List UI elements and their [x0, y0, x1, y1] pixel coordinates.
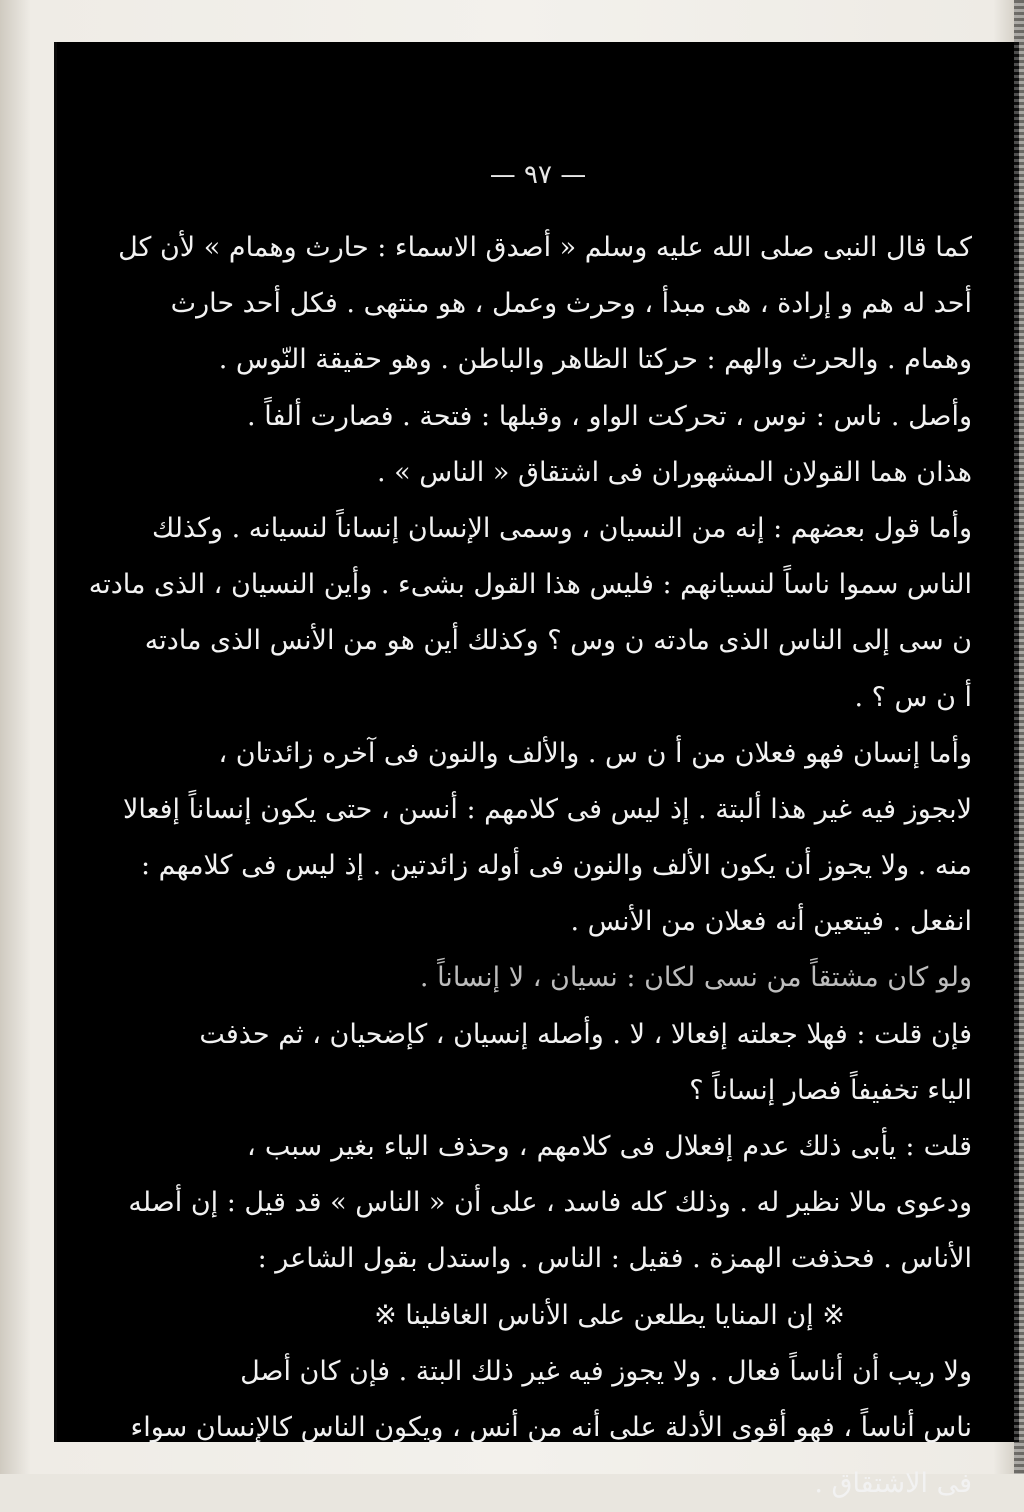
verse-line: ※ إن المنايا يطلعن على الأناس الغافلينا ※ [374, 1299, 845, 1331]
text-line: فى الاشتقاق . [814, 1468, 972, 1500]
page-number-dash-right: — [560, 160, 587, 190]
text-line: أ ن س ؟ . [854, 681, 972, 713]
body-text [88, 220, 972, 1512]
page-number-dash-left: — [489, 160, 516, 190]
text-line: وأصل . ناس : نوس ، تحركت الواو ، وقبلها : فتحة . فصارت ألفاً . [247, 400, 972, 432]
text-line: أحد له هم و إرادة ، هى مبدأ ، وحرث وعمل ، هو منتهى . فكل أحد حارث [170, 288, 972, 320]
text-line: ولو كان مشتقاً من نسى لكان : نسيان ، لا إنساناً . [419, 962, 972, 994]
text-line: الأناس . فحذفت الهمزة . فقيل : الناس . واستدل بقول الشاعر : [257, 1243, 972, 1275]
text-line: الناس سموا ناساً لنسيانهم : فليس هذا القول بشىء . وأين النسيان ، الذى مادته [88, 569, 972, 601]
page-number [57, 160, 1019, 190]
scan-edge-noise [1014, 0, 1024, 1474]
text-line: قلت : يأبى ذلك عدم إفعلال فى كلامهم ، وحذف الياء بغير سبب ، [247, 1131, 972, 1162]
text-line: الياء تخفيفاً فصار إنساناً ؟ [689, 1074, 972, 1106]
text-line: لابجوز فيه غير هذا ألبتة . إذ ليس فى كلامهم : أنسن ، حتى يكون إنساناً إفعالا [122, 793, 972, 825]
text-line: ناس أناساً ، فهو أقوى الأدلة على أنه من أنس ، ويكون الناس كالإنسان سواء [130, 1411, 972, 1443]
text-line: ولا ريب أن أناساً فعال . ولا يجوز فيه غير ذلك البتة . فإن كان أصل [240, 1355, 972, 1387]
page-number-value: ٩٧ [524, 160, 552, 190]
text-line: انفعل . فيتعين أنه فعلان من الأنس . [570, 906, 972, 938]
text-line: وأما قول بعضهم : إنه من النسيان ، وسمى الإنسان إنساناً لنسيانه . وكذلك [152, 512, 972, 544]
text-line: وأما إنسان فهو فعلان من أ ن س . والألف والنون فى آخره زائدتان ، [218, 737, 972, 769]
text-line: ن سى إلى الناس الذى مادته ن وس ؟ وكذلك أين هو من الأنس الذى مادته [144, 625, 972, 657]
text-line: هذان هما القولان المشهوران فى اشتقاق « الناس » . [376, 456, 972, 488]
book-page [54, 42, 1019, 1500]
text-line: فإن قلت : فهلا جعلته إفعالا ، لا . وأصله إنسيان ، كإضحيان ، ثم حذفت [199, 1018, 972, 1050]
text-line: كما قال النبى صلى الله عليه وسلم « أصدق الاسماء : حارث وهمام » لأن كل [118, 232, 972, 263]
text-line: ودعوى مالا نظير له . وذلك كله فاسد ، على أن « الناس » قد قيل : إن أصله [128, 1187, 972, 1219]
text-line: وهمام . والحرث والهم : حركتا الظاهر والباطن . وهو حقيقة النّوس . [218, 344, 972, 376]
text-line: منه . ولا يجوز أن يكون الألف والنون فى أوله زائدتين . إذ ليس فى كلامهم : [140, 850, 972, 882]
